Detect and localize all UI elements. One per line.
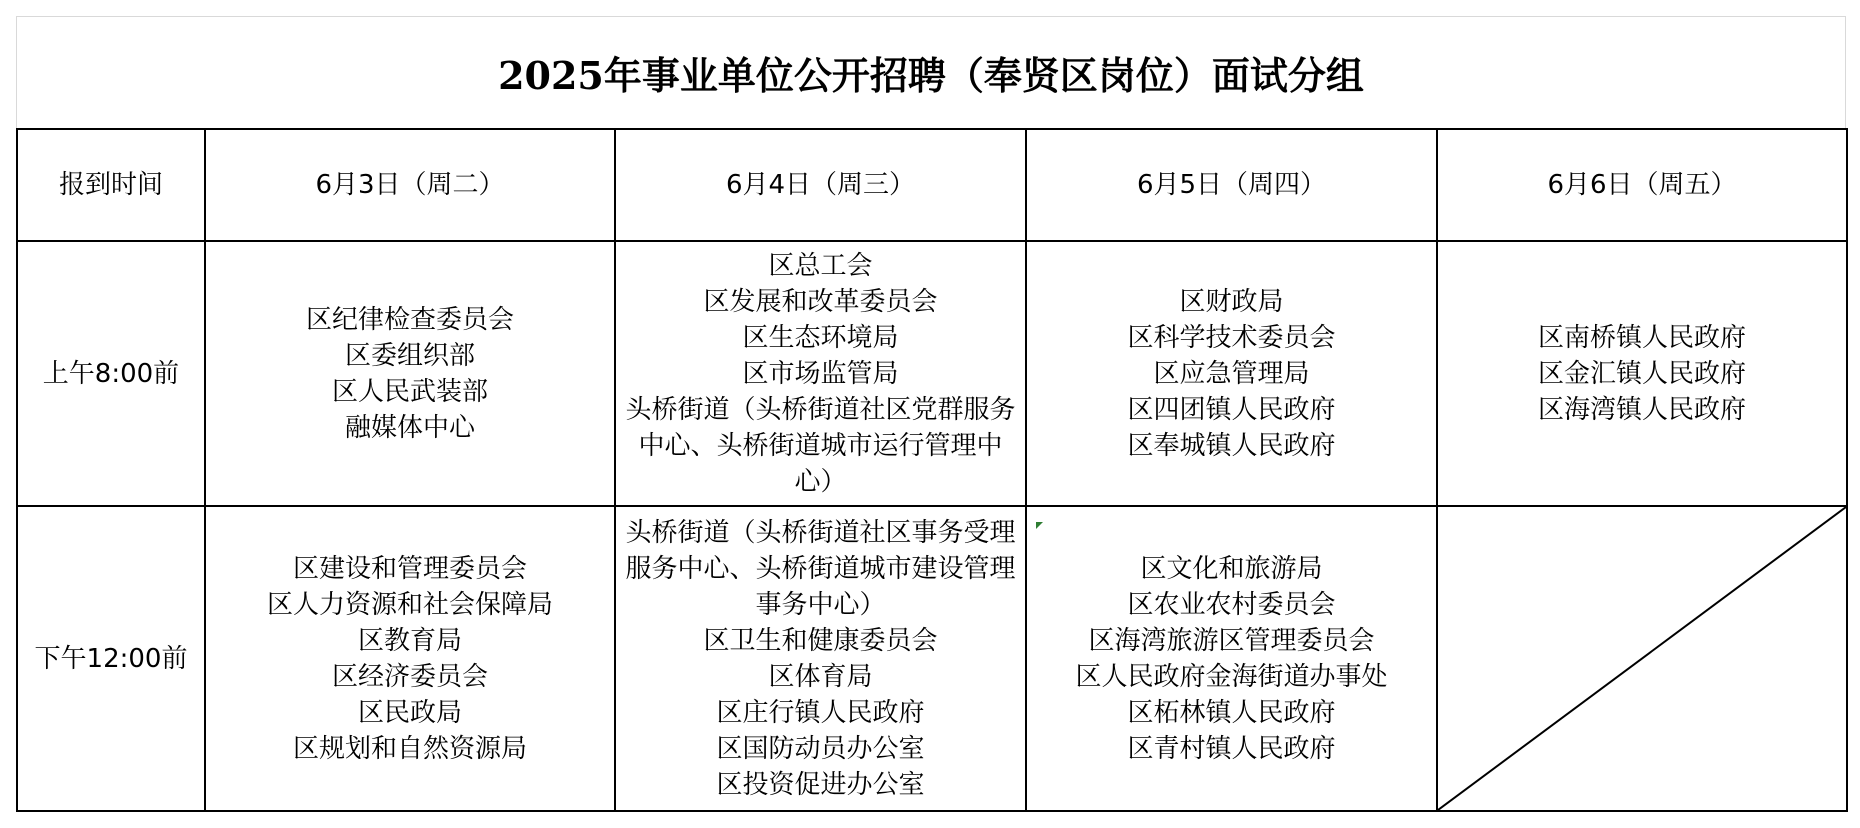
time-cell-afternoon: 下午12:00前: [17, 506, 205, 811]
unit-name: 区金汇镇人民政府: [1537, 358, 1746, 389]
unit-name: 区人民政府金海街道办事处: [1075, 661, 1388, 692]
header-day-cell: 6月6日（周五）: [1437, 129, 1847, 241]
header-day-cell: 6月3日（周二）: [205, 129, 615, 241]
group-cell: [205, 241, 615, 506]
unit-name: 区庄行镇人民政府: [716, 697, 925, 728]
unit-name: 区财政局: [1179, 286, 1284, 317]
schedule-sheet: [16, 16, 1846, 814]
header-row: [17, 129, 1847, 241]
unit-name: 头桥街道（头桥街道社区党群服务中心、头桥街道城市运行管理中心）: [625, 394, 1016, 497]
unit-name: 区海湾镇人民政府: [1537, 394, 1746, 425]
header-day-cell: 6月5日（周四）: [1026, 129, 1437, 241]
unit-name: 区科学技术委员会: [1127, 322, 1336, 353]
page-title: 2025年事业单位公开招聘（奉贤区岗位）面试分组: [498, 53, 1364, 98]
unit-name: 区人民武装部: [331, 376, 488, 407]
unit-name: 区四团镇人民政府: [1127, 394, 1336, 425]
afternoon-row: [17, 506, 1847, 811]
unit-name: 区纪律检查委员会: [305, 304, 514, 335]
unit-name: 区卫生和健康委员会: [703, 625, 938, 656]
unit-name: 区文化和旅游局: [1140, 553, 1323, 584]
unit-name: 区建设和管理委员会: [292, 553, 527, 584]
unit-name: 区国防动员办公室: [716, 733, 925, 764]
header-day-cell: 6月4日（周三）: [615, 129, 1026, 241]
empty-slot-cell: [1437, 506, 1847, 811]
unit-name: 区委组织部: [344, 340, 475, 371]
group-cell: [615, 241, 1026, 506]
unit-name: 区柘林镇人民政府: [1127, 697, 1336, 728]
interview-group-table: [16, 128, 1848, 812]
group-cell: [1437, 241, 1847, 506]
unit-name: 区海湾旅游区管理委员会: [1088, 625, 1375, 656]
group-cell: [615, 506, 1026, 811]
unit-name: 区青村镇人民政府: [1127, 733, 1336, 764]
unit-name: 区投资促进办公室: [716, 769, 925, 800]
unit-name: 区应急管理局: [1153, 358, 1310, 389]
unit-name: 区体育局: [768, 661, 873, 692]
cell-comment-marker: [1036, 522, 1043, 529]
unit-name: 头桥街道（头桥街道社区事务受理服务中心、头桥街道城市建设管理事务中心）: [625, 517, 1016, 620]
unit-name: 区经济委员会: [331, 661, 488, 692]
header-time-cell: 报到时间: [17, 129, 205, 241]
group-cell: [1026, 241, 1437, 506]
unit-name: 区南桥镇人民政府: [1537, 322, 1746, 353]
unit-name: 区生态环境局: [742, 322, 899, 353]
group-cell: [205, 506, 615, 811]
group-cell: [1026, 506, 1437, 811]
unit-name: 区规划和自然资源局: [292, 733, 527, 764]
diagonal-strike: [1438, 507, 1846, 810]
unit-name: 区市场监管局: [742, 358, 899, 389]
title-row: [16, 16, 1846, 128]
unit-name: 区奉城镇人民政府: [1127, 430, 1336, 461]
unit-name: 区总工会: [768, 250, 873, 281]
unit-name: 区教育局: [357, 625, 462, 656]
time-cell-morning: 上午8:00前: [17, 241, 205, 506]
unit-name: 区民政局: [357, 697, 462, 728]
unit-name: 区发展和改革委员会: [703, 286, 938, 317]
morning-row: [17, 241, 1847, 506]
unit-name: 区人力资源和社会保障局: [266, 589, 553, 620]
unit-name: 融媒体中心: [344, 412, 475, 443]
unit-name: 区农业农村委员会: [1127, 589, 1336, 620]
